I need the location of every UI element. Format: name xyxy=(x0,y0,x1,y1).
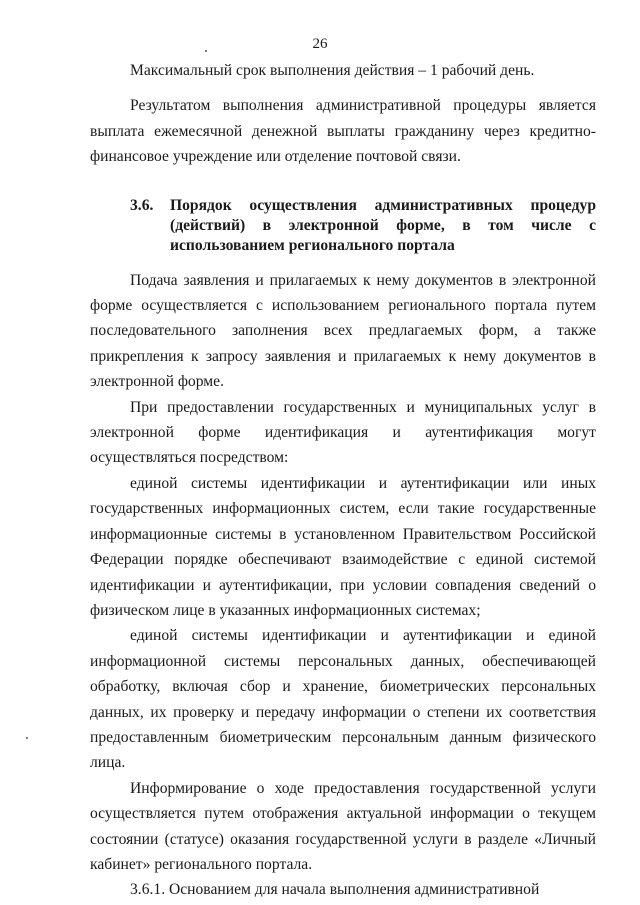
paragraph-electronic-submission: Подача заявления и прилагаемых к нему документов в электронной форме осуществляется с использованием регионального портала путем последовательного заполнения всех предлагаемых форм, а также прикрепления к запросу заявления и прилагаемых к нему документов в электронной форме. xyxy=(90,271,596,391)
section-title: Порядок осуществления административных процедур (действий) в электронной форме, в том числе с использованием регионального портала xyxy=(170,196,596,254)
document-body xyxy=(90,58,596,903)
paragraph-procedure-result: Результатом выполнения административной процедуры является выплата ежемесячной денежной выплаты гражданину через кредитно-финансовое учреждение или отделение почтовой связи. xyxy=(90,97,596,166)
page-number: 26 xyxy=(312,36,328,52)
paragraph-unified-system: единой системы идентификации и аутентификации или иных государственных информационных систем, если такие государственные информационные системы в установленном Правительством Российской Федерации порядке обеспечивают взаимодействие с единой системой идентификации и аутентификации, при условии совпадения сведений о физическом лице в указанных информационных системах; xyxy=(90,474,596,619)
paragraph-biometric-system: единой системы идентификации и аутентификации и единой информационной системы персональных данных, обеспечивающей обработку, включая сбор и хранение, биометрических персональных данных, их проверку и передачу информации о степени их соответствия предоставленным биометрическим персональным данным физического лица. xyxy=(90,627,596,772)
paragraph-clause-3-6-1: 3.6.1. Основанием для начала выполнения административной xyxy=(130,881,540,899)
section-number: 3.6. xyxy=(130,196,154,214)
section-heading xyxy=(90,196,596,256)
scan-speck xyxy=(205,50,207,52)
paragraph-status-informing: Информирование о ходе предоставления государственной услуги осуществляется путем отображения актуальной информации о текущем состоянии (статусе) оказания государственной услуги в разделе «Личный кабинет» регионального портала. xyxy=(90,779,596,873)
paragraph-max-duration: Максимальный срок выполнения действия – 1 рабочий день. xyxy=(130,62,535,79)
paragraph-identification: При предоставлении государственных и муниципальных услуг в электронной форме идентификация и аутентификация могут осуществляться посредством: xyxy=(90,398,596,467)
scan-speck xyxy=(26,737,28,739)
